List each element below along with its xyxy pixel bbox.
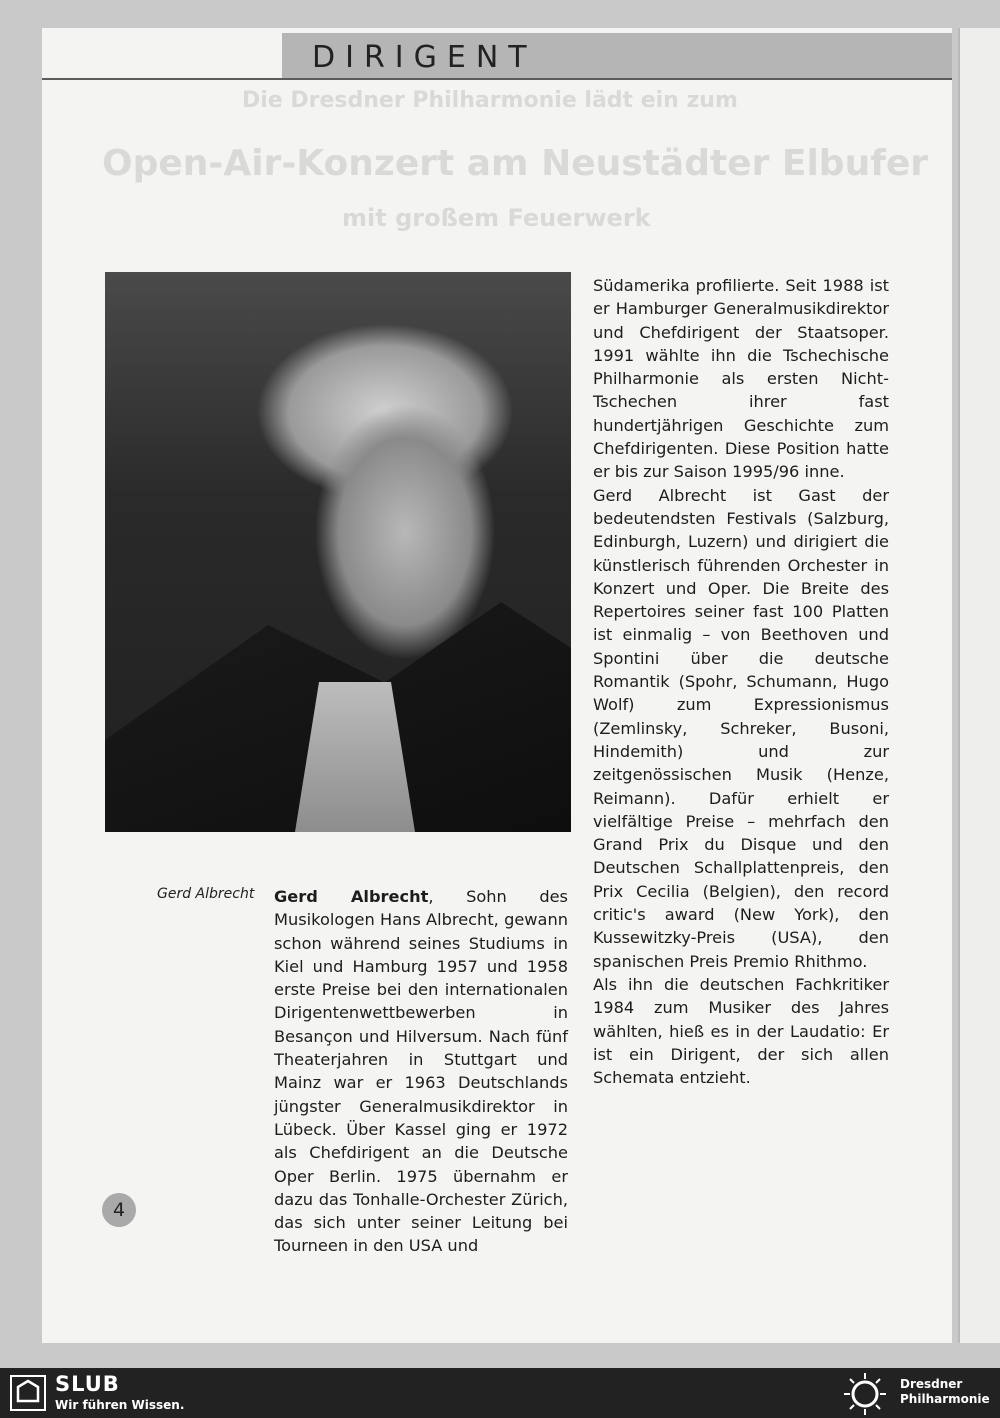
article-paragraph-3: Gerd Albrecht ist Gast der bedeutendsten Festivals (Salzburg, Edinburgh, Luzern) und dirigiert die künstlerisch führenden Orchester in Konzert und Oper. Die Breite des Repertoires seiner fast 100 Platten ist einmalig – von Beethoven und Spontini über die deutsche Romantik (Spohr, Schumann, Hugo Wolf) zum Expressionismus (Zemlinsky, Schreker, Busoni, Hindemith) und zur zeitgenössischen Musik (Henze, Reimann). Dafür erhielt er vielfältige Preise – mehrfach den Grand Prix du Disque und den Deutschen Schallplattenpreis, den Prix Cecilia (Belgien), den record critic's award (New York), den Kussewitzky-Preis (USA), den spanischen Preis Premio Rhithmo.: [593, 485, 889, 971]
page-number: 4: [102, 1193, 136, 1227]
adjacent-page-edge: [958, 28, 1000, 1343]
article-subject-name: Gerd Albrecht: [274, 887, 429, 906]
page-title: DIRIGENT: [312, 40, 537, 75]
bleed-through-text-2: Open-Air-Konzert am Neustädter Elbufer: [102, 143, 929, 184]
dresdner-philharmonie-logo-icon: [842, 1371, 888, 1417]
slub-logo-icon: [10, 1375, 46, 1411]
bleed-through-text-3: mit großem Feuerwerk: [342, 204, 651, 232]
portrait-photo: [105, 272, 571, 832]
article-column-left: [274, 885, 568, 1258]
article-column-right: [593, 274, 889, 1089]
dresdner-philharmonie-name: Dresdner Philharmonie: [900, 1377, 990, 1406]
article-paragraph-1: [274, 885, 568, 1258]
slub-name: SLUB: [55, 1372, 120, 1396]
article-paragraph-2: Südamerika profilierte. Seit 1988 ist er Hamburger Generalmusikdirektor und Chefdirigent der Staatsoper. 1991 wählte ihn die Tschechische Philharmonie als ersten Nicht-Tschechen ihrer fast hundertjährigen Geschichte zum Chefdirigenten. Diese Position hatte er bis zur Saison 1995/96 inne.: [593, 276, 889, 482]
document-page: [42, 28, 952, 1343]
bleed-through-text-1: Die Dresdner Philharmonie lädt ein zum: [242, 88, 738, 113]
article-paragraph-1-text: , Sohn des Musikologen Hans Albrecht, gewann schon während seines Studiums in Kiel und Hamburg 1957 und 1958 erste Preise bei den internationalen Dirigentenwettbewerben in Besançon und Hilversum. Nach fünf Theaterjahren in Stuttgart und Mainz war er 1963 Deutschlands jüngster Generalmusikdirektor in Lübeck. Über Kassel ging er 1972 als Chefdirigent an die Deutsche Oper Berlin. 1975 übernahm er dazu das Tonhalle-Orchester Zürich, das sich unter seiner Leitung bei Tourneen in den USA und: [274, 887, 568, 1256]
slub-tagline: Wir führen Wissen.: [55, 1398, 185, 1412]
header-rule: [42, 78, 952, 80]
footer-bar: [0, 1368, 1000, 1418]
article-paragraph-4: Als ihn die deutschen Fachkritiker 1984 zum Musiker des Jahres wählten, hieß es in der Laudatio: Er ist ein Dirigent, der sich allen Schemata entzieht.: [593, 974, 889, 1088]
photo-caption: Gerd Albrecht: [157, 886, 255, 902]
